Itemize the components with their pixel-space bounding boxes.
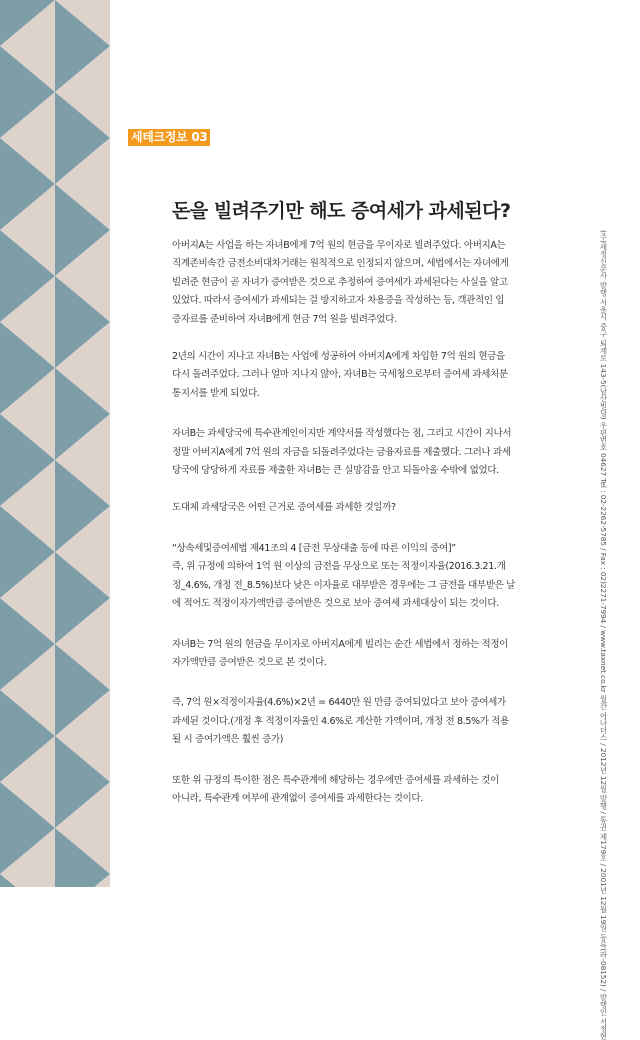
text-line: 자녀B는 과세당국에 특수관계인이지만 계약서를 작성했다는 점, 그리고 시간이 지나서 [172,428,512,440]
text-line: 다시 돌려주었다. 그러나 얼마 지나지 않아, 자녀B는 국세청으로부터 증여세 과세처분 [172,369,508,381]
text-line: 정_4.6%, 개정 전_8.5%)보다 낮은 이자율로 대부받은 경우에는 그 금전을 대부받은 날 [172,579,515,591]
text-line: 또한 위 규정의 특이한 점은 특수관계에 해당하는 경우에만 증여세를 과세하는 것이 [172,774,499,786]
text-line: 직계존비속간 금전소비대차거래는 원칙적으로 인정되지 않으며, 세법에서는 자녀에게 [172,258,509,270]
paragraph-6 [172,636,560,673]
text-line: 과세된 것이다.(개정 후 적정이자율인 4.6%로 계산한 가액이며, 개정 전 8.5%가 적용 [172,715,509,727]
section-tag: 세테크정보 03 [128,129,210,146]
paragraph-4 [172,499,560,517]
paragraph-3 [172,425,560,480]
text-line: 될 시 증여가액은 훨씬 증가) [172,734,284,746]
text-line: 자가액만큼 증여받은 것으로 본 것이다. [172,656,327,668]
text-line: 즉, 위 규정에 의하여 1억 원 이상의 금전을 무상으로 또는 적정이자율(2016.3.21.개 [172,561,506,573]
text-line: 빌려준 현금이 곧 자녀가 증여받은 것으로 추정하여 증여세가 과세된다는 사실을 알고 [172,276,508,288]
publisher-info: (주)세정신문사 발행 서울시 중구 퇴계로 143-5(남산빌딩) 우편번호 04627 Tel : 02-2262-5785 / Fax : 02)2271-7994 / www.taxnet.co.kr 월간 어나더스 / 2012년 12월 발행 / 통권 제179호 / 2001년 12월 19일 등록(라-08152) / 발행인 서정현 [599,230,608,1040]
paragraph-1 [172,237,560,329]
text-line: 자녀B는 7억 원의 현금을 무이자로 아버지A에게 빌리는 순간 세법에서 정하는 적정이 [172,638,509,650]
paragraph-8 [172,772,560,809]
text-line: 아버지A는 사업을 하는 자녀B에게 7억 원의 현금을 무이자로 빌려주었다. 아버지A는 [172,240,506,251]
text-line: “상속세및증여세법 제41조의 4 [금전 무상대출 등에 따른 이익의 증여]” [172,542,456,554]
triangle-pattern-decoration [0,0,110,887]
article-body [172,237,560,827]
paragraph-2 [172,348,560,403]
page-title: 돈을 빌려주기만 해도 증여세가 과세된다? [172,200,511,222]
text-line: 2년의 시간이 지나고 자녀B는 사업에 성공하여 아버지A에게 차입한 7억 원의 현금을 [172,351,505,363]
text-line: 즉, 7억 원×적정이자율(4.6%)×2년 = 6440만 원 만큼 증여되었다고 보아 증여세가 [172,697,506,709]
text-line: 증자료를 준비하여 자녀B에게 현금 7억 원을 빌려주었다. [172,313,397,325]
text-line: 도대체 과세당국은 어떤 근거로 증여세를 과세한 것일까? [172,502,396,514]
text-line: 당국에 당당하게 자료를 제출한 자녀B는 큰 실망감을 안고 되돌아올 수밖에 없었다. [172,465,499,477]
text-line: 정말 아버지A에게 7억 원의 자금을 되돌려주었다는 금융자료를 제출했다. 그러나 과세 [172,446,511,458]
paragraph-5 [172,540,560,614]
text-line: 통지서를 받게 되었다. [172,387,260,399]
text-line: 있었다. 따라서 증여세가 과세되는 걸 방지하고자 차용증을 작성하는 등, 객관적인 입 [172,295,505,307]
paragraph-7 [172,694,560,749]
text-line: 아니라, 특수관계 여부에 관계없이 증여세를 과세한다는 것이다. [172,792,423,804]
text-line: 에 적어도 적정이자가액만큼 증여받은 것으로 보아 증여세 과세대상이 되는 것이다. [172,598,499,610]
